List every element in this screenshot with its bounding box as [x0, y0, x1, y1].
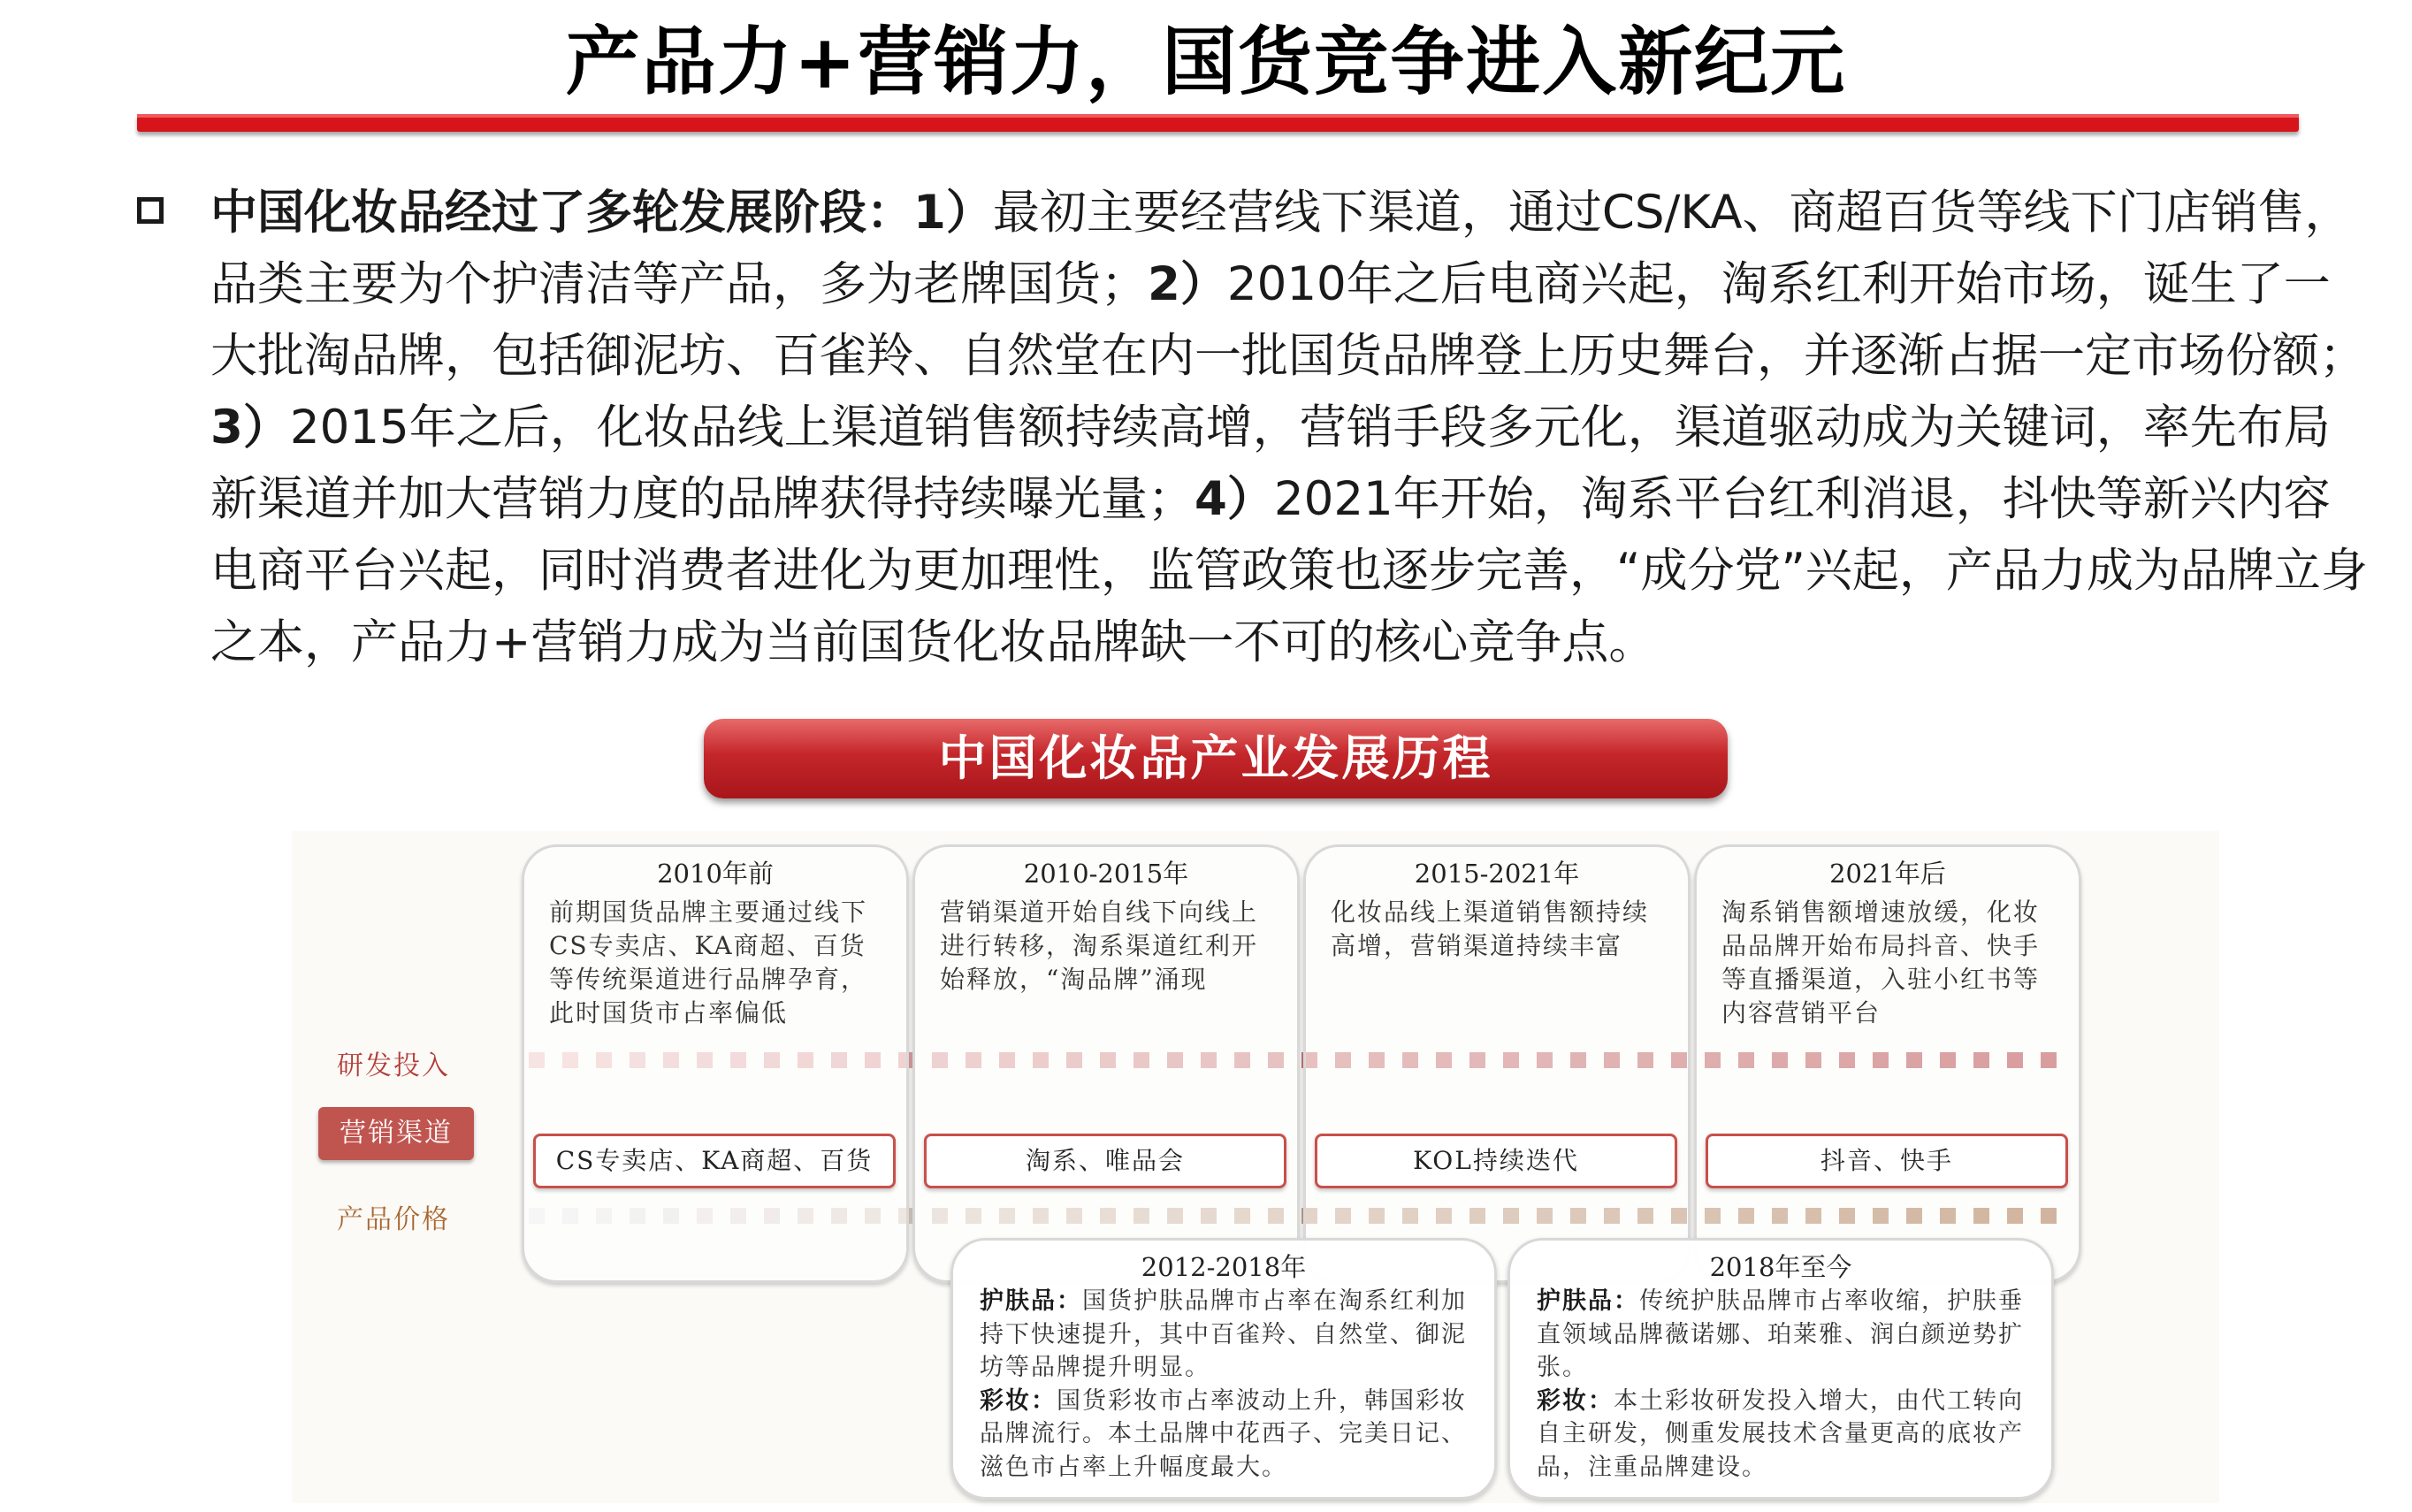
period-card	[1694, 844, 2081, 1283]
period-channel-box: 淘系、唯品会	[924, 1134, 1286, 1188]
note-body	[980, 1285, 1471, 1484]
stage-text-1: 最初主要经营线下渠道，通过CS/KA、商超百货等线下门店销售，品类主要为个护清洁等产品，多为老牌国货；	[210, 186, 2352, 311]
note-makeup-label: 彩妆：	[1537, 1386, 1614, 1415]
note-skincare-text: 国货护肤品牌市占率在淘系红利加持下快速提升，其中百雀羚、自然堂、御泥坊等品牌提升明显。	[980, 1287, 1467, 1381]
note-skincare-label: 护肤品：	[980, 1287, 1082, 1315]
square-bullet-icon	[137, 197, 164, 224]
note-year: 2018年至今	[1709, 1252, 1852, 1282]
period-channel-box: CS专卖店、KA商超、百货	[533, 1134, 896, 1188]
period-year: 2021年后	[1829, 859, 1946, 889]
market-note-card	[1508, 1238, 2054, 1500]
note-makeup-text: 国货彩妆市占率波动上升，韩国彩妆品牌流行。本土品牌中花西子、完美日记、滋色市占率上升幅度最大。	[980, 1386, 1467, 1481]
stage-text-3: 2015年之后，化妆品线上渠道销售额持续高增，营销手段多元化，渠道驱动成为关键词，率先布局新渠道并加大营销力度的品牌获得持续曝光量；	[210, 401, 2331, 526]
row-label-rd: 研发投入	[337, 1050, 450, 1081]
period-channel-box: 抖音、快手	[1706, 1134, 2068, 1188]
intro-paragraph	[210, 177, 2368, 678]
stage-text-2: 2010年之后电商兴起，淘系红利开始市场，诞生了一大批淘品牌，包括御泥坊、百雀羚、自然堂在内一批国货品牌登上历史舞台，并逐渐占据一定市场份额；	[210, 257, 2366, 383]
title-underline-bar	[137, 114, 2299, 132]
period-channel-box: KOL持续迭代	[1315, 1134, 1677, 1188]
note-makeup-label: 彩妆：	[980, 1386, 1057, 1415]
period-year: 2010年前	[657, 859, 774, 889]
stage-text-4: 2021年开始，淘系平台红利消退，抖快等新兴内容电商平台兴起，同时消费者进化为更加理性，监管政策也逐步完善，“成分党”兴起，产品力成为品牌立身之本，产品力+营销力成为当前国货化妆品牌缺一不可的核心竞争点。	[210, 472, 2368, 669]
period-card	[912, 844, 1300, 1283]
note-body	[1537, 1285, 2028, 1484]
stage-number-1: 1）	[913, 186, 993, 240]
period-description: 淘系销售额增速放缓，化妆品品牌开始布局抖音、快手等直播渠道，入驻小红书等内容营销平台	[1721, 897, 2041, 1027]
diagram-banner: 中国化妆品产业发展历程	[704, 719, 1728, 798]
page-title: 产品力+营销力，国货竞争进入新纪元	[565, 19, 1847, 105]
period-description: 化妆品线上渠道销售额持续高增，营销渠道持续丰富	[1331, 897, 1650, 960]
stage-number-3: 3）	[210, 401, 290, 454]
period-description: 前期国货品牌主要通过线下CS专卖店、KA商超、百货等传统渠道进行品牌孕育，此时国货市占率偏低	[549, 897, 868, 1027]
period-year: 2015-2021年	[1414, 859, 1580, 889]
period-card	[522, 844, 909, 1283]
note-skincare-label: 护肤品：	[1537, 1287, 1639, 1315]
stage-number-4: 4）	[1195, 472, 1274, 526]
market-note-card	[950, 1238, 1497, 1500]
note-makeup-text: 本土彩妆研发投入增大，由代工转向自主研发，侧重发展技术含量更高的底妆产品，注重品牌建设。	[1537, 1386, 2024, 1481]
note-year: 2012-2018年	[1141, 1252, 1307, 1282]
intro-lead: 中国化妆品经过了多轮发展阶段：	[210, 186, 913, 240]
row-label-marketing: 营销渠道	[318, 1107, 474, 1160]
note-skincare-text: 传统护肤品牌市占率收缩，护肤垂直领域品牌薇诺娜、珀莱雅、润白颜逆势扩张。	[1537, 1287, 2024, 1381]
stage-number-2: 2）	[1148, 257, 1227, 311]
row-label-price: 产品价格	[337, 1204, 450, 1235]
timeline-diagram	[106, 822, 2387, 1512]
period-year: 2010-2015年	[1023, 859, 1189, 889]
period-card	[1303, 844, 1691, 1283]
period-description: 营销渠道开始自线下向线上进行转移，淘系渠道红利开始释放，“淘品牌”涌现	[940, 897, 1259, 994]
